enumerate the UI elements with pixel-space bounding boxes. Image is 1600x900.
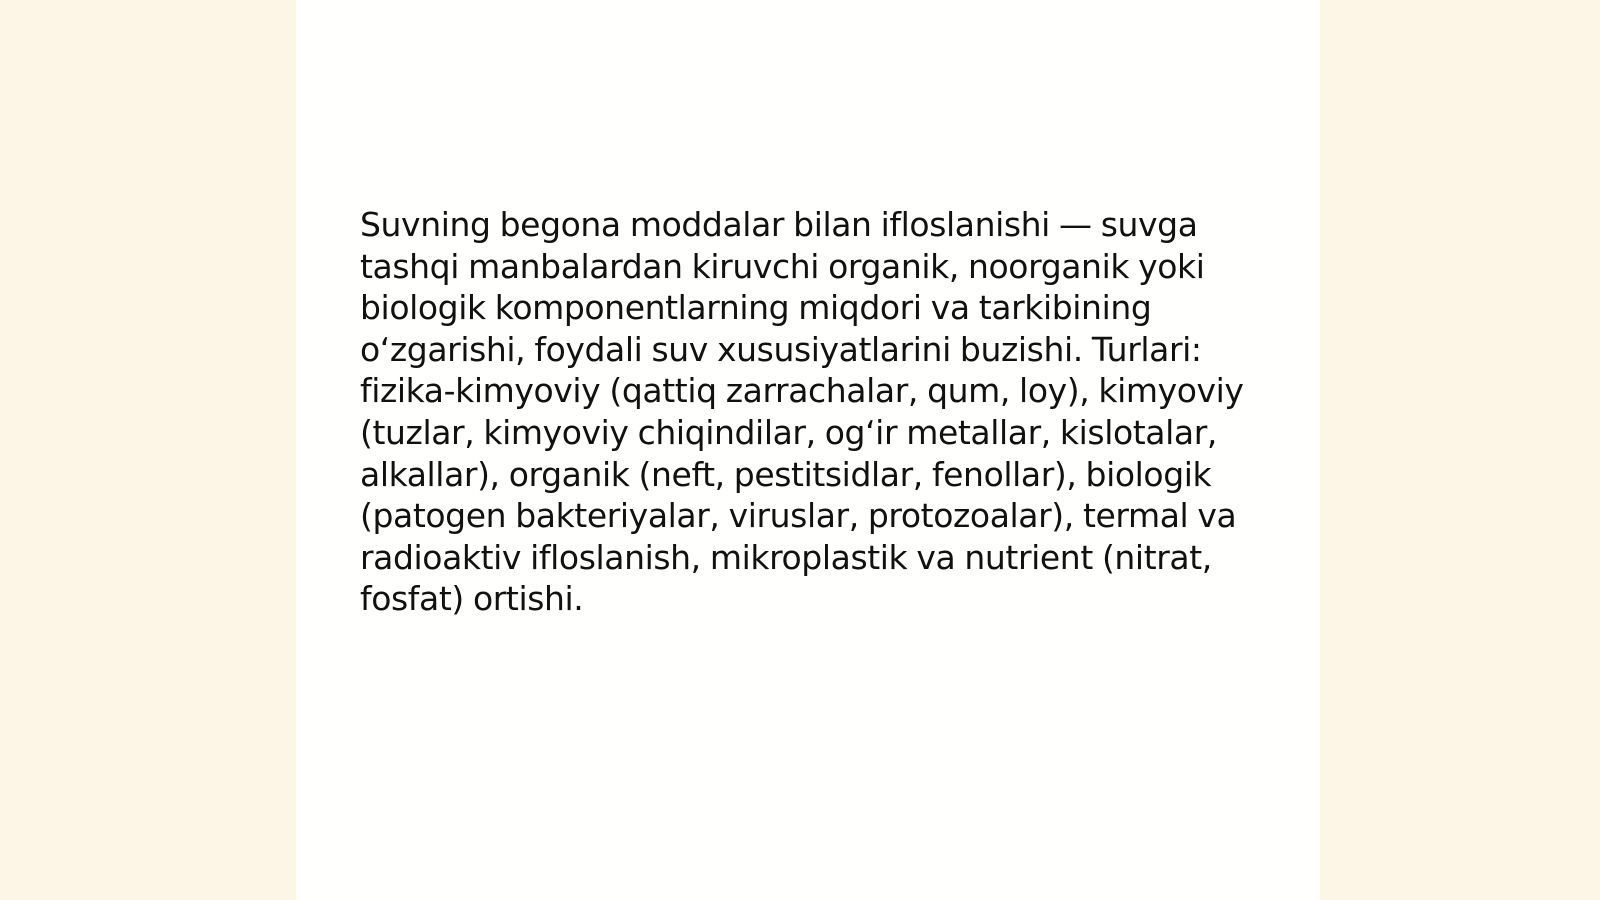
slide-canvas bbox=[296, 0, 1320, 900]
slide-body-text: Suvning begona moddalar bilan ifloslanishi — suvga tashqi manbalardan kiruvchi organik, noorganik yoki biologik komponentlarning miqdori va tarkibining oʻzgarishi, foydali suv xususiyatlarini buzishi. Turlari: fizika-kimyoviy (qattiq zarrachalar, qum, loy), kimyoviy (tuzlar, kimyoviy chiqindilar, ogʻir metallar, kislotalar, alkallar), organik (neft, pestitsidlar, fenollar), biologik (patogen bakteriyalar, viruslar, protozoalar), termal va radioaktiv ifloslanish, mikroplastik va nutrient (nitrat, fosfat) ortishi. bbox=[360, 205, 1244, 619]
